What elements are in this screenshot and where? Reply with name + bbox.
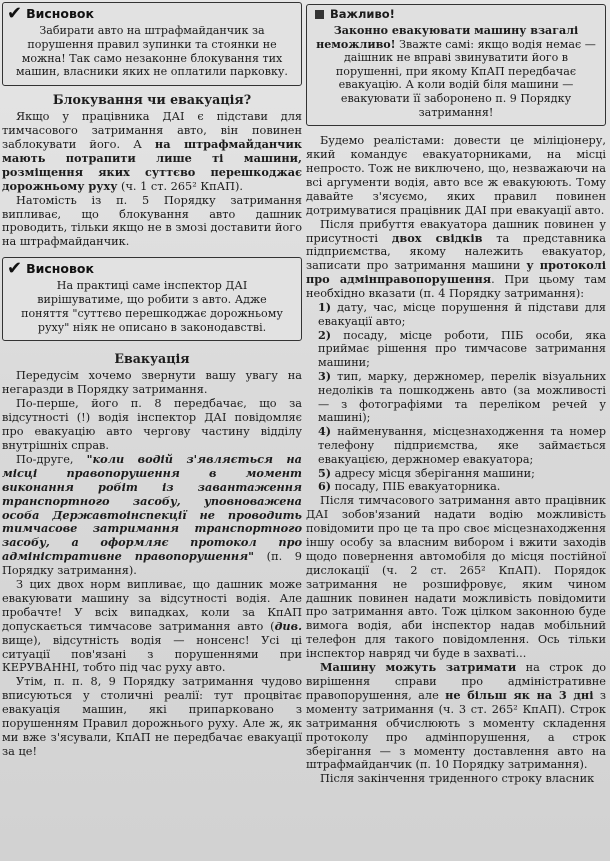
square-bullet-icon (315, 10, 324, 19)
conclusion-header (7, 2, 293, 24)
paragraph: Передусім хочемо звернути вашу увагу на негаразди в Порядку затримання. (2, 369, 302, 397)
list-item: 5) адресу місця зберігання машини; (318, 465, 535, 480)
checkmark-icon: ✔ (7, 257, 23, 279)
important-header (315, 7, 597, 21)
list-item: 3) тип, марку, держномер, перелік візуальних недоліків та пошкоджень авто (за можливості — з фотографіями та переліком речей у машині); (318, 369, 606, 425)
important-box (306, 4, 606, 126)
list-item: 4) найменування, місцезнаходження та номер телефону підприємства, яке займається евакуацією, держномер евакуатора; (318, 424, 606, 466)
list-item: 6) посаду, ПІБ евакуаторника. (318, 479, 501, 494)
conclusion-text: Забирати авто на штрафмайданчик за порушення правил зупинки та стоянки не можна! Так само незаконне блокування тих машин, власники яких не оплатили парковку. (16, 24, 288, 79)
paragraph: Будемо реалістами: довести це міліціонеру, який командує евакуаторниками, на місці непросто. Тож не виключено, що, незважаючи на всі аргументи водія, авто все ж евакуюють. Тому давайте з'ясуємо, яких правил повинен дотримуватися працівник ДАІ при евакуації авто. (306, 134, 606, 217)
paragraph: З цих двох норм випливає, що дашник може евакуювати машину за відсутності водія. Але пробачте! У всіх випадках, коли за КпАП допускається тимчасове затримання авто (див. вище), відсутність водія — нонсенс! Усі ці ситуації пов'язані з порушеннями при КЕРУВАННІ, тобто під час руху авто. (2, 578, 302, 675)
conclusion-title: Висновок (26, 261, 94, 277)
left-column (2, 0, 302, 759)
paragraph: Після закінчення триденного строку власник (320, 772, 595, 786)
paragraph: По-друге, "коли водій з'являється на місці правопорушення в момент виконання робіт із завантаження транспортного засобу, уповноважена особа Державтоінспекції не проводить тимчасове затримання транспортного засобу, а оформляє протокол про адміністративне правопорушення" (п. 9 Порядку затримання). (2, 451, 302, 578)
conclusion-text: На практиці саме інспектор ДАІ вирішуватиме, що робити з авто. Адже поняття "суттєво перешкоджає дорожньому руху" ніяк не описано в законодавстві. (21, 279, 283, 334)
list-item: 1) дату, час, місце порушення й підстави для евакуації авто; (318, 300, 606, 328)
right-column (306, 0, 606, 786)
section-heading-blocking: Блокування чи евакуація? (52, 92, 252, 108)
checkmark-icon: ✔ (7, 2, 23, 24)
list-item: 2) посаду, місце роботи, ПІБ особи, яка приймає рішення про тимчасове затримання машини; (318, 327, 607, 370)
paragraph: Машину можуть затримати на строк до вирішення справи про адміністративне правопорушення, але не більш як на 3 дні з моменту затримання (ч. 3 ст. 265² КпАП). Строк затримання обчислюють з моменту складення протоколу про адмінпорушення, а строк зберігання — з моменту доставлення авто на штрафмайданчик (п. 10 Порядку затримання). (306, 660, 607, 772)
conclusion-title: Висновок (26, 6, 94, 21)
paragraph: Після тимчасового затримання авто працівник ДАІ зобов'язаний надати водію можливість повідомити про це та про своє місцезнаходження іншу особу за власним вибором і вжити заходів щодо повернення автомобіля до місця постійної дислокації (ч. 2 ст. 265² КпАП). Порядок затримання не розшифровує, яким чином дашник повинен надати можливість повідомити про затримання авто. Тож цілком законною буде вимога водія, аби інспектор надав мобільний телефон для такого повідомлення. Ось тільки інспектор навряд чи буде в захваті... (306, 494, 606, 661)
paragraph: По-перше, його п. 8 передбачає, що за відсутності (!) водія інспектор ДАІ повідомляє про евакуацію авто чергову частину відділу внутрішніх справ. (2, 397, 302, 452)
conclusion-header (7, 257, 293, 279)
paragraph: Натомість із п. 5 Порядку затримання випливає, що блокування авто дашник проводить, тільки якщо не в змозі доставити його на штрафмайданчик. (2, 193, 302, 249)
important-title: Важливо! (330, 7, 395, 21)
paragraph: Утім, п. п. 8, 9 Порядку затримання чудово вписуються у столичні реалії: тут процвітає евакуація машин, які припарковано з порушенням Правил дорожнього руху. Але ж, як ми вже з'ясували, КпАП не передбачає евакуації за це! (2, 675, 302, 758)
paragraph: Після прибуття евакуатора дашник повинен у присутності двох свідків та представника підприємства, якому належить евакуатор, записати про затримання машини у протоколі про адмінправопорушення. При цьому там необхідно вказати (п. 4 Порядку затримання): (306, 217, 607, 301)
conclusion-box-2 (2, 257, 302, 341)
conclusion-box-1 (2, 2, 302, 86)
important-text: Законно евакуювати машину взагалі неможливо! Зважте самі: якщо водія немає — даішник не вправі звинуватити його в порушенні, при якому КпАП передбачає евакуацію. А коли водій біля машини — евакуювати її заборонено п. 9 Порядку затримання! (316, 24, 596, 119)
paragraph: Якщо у працівника ДАІ є підстави для тимчасового затримання авто, він повинен заблокувати його. А на штрафмайданчик мають потрапити лише ті машини, розміщення яких суттєво перешкоджає дорожньому руху (ч. 1 ст. 265² КпАП). (2, 110, 302, 193)
section-heading-evacuation: Евакуація (114, 351, 190, 367)
